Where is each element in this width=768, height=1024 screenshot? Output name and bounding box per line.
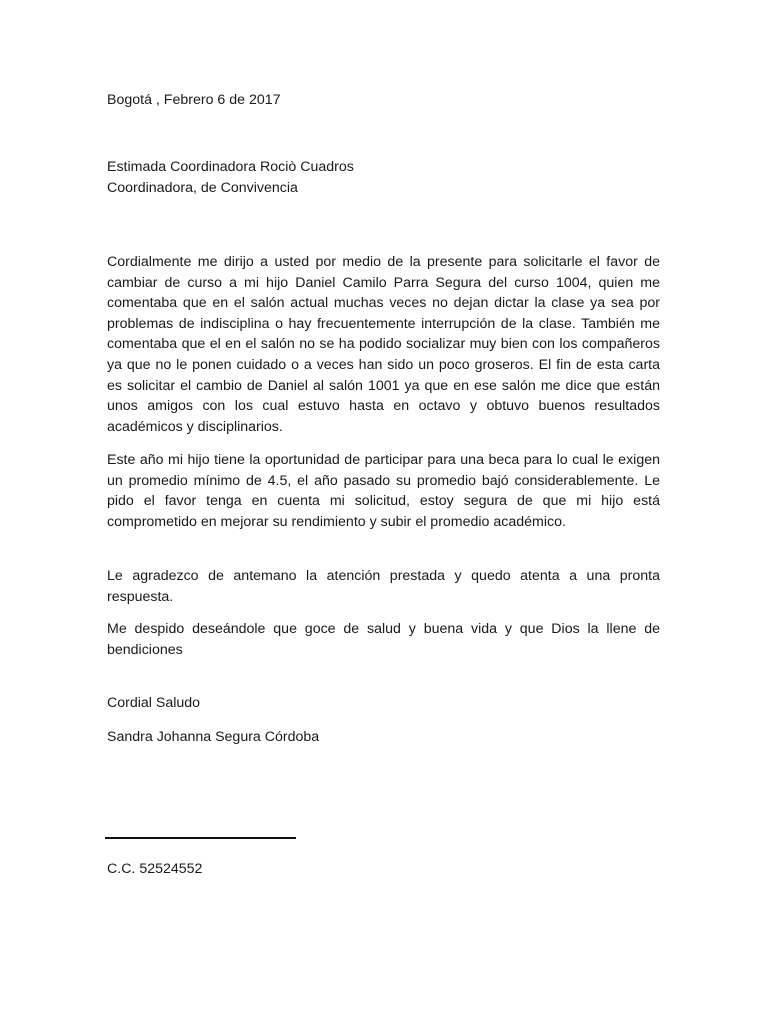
recipient-title: Coordinadora, de Convivencia	[107, 180, 298, 196]
letter-date: Bogotá , Febrero 6 de 2017	[107, 92, 281, 108]
body-paragraph-2: Este año mi hijo tiene la oportunidad de participar para una beca para lo cual le exigen un promedio mínimo de 4.5, el año pasado su promedio bajó considerablemente. Le pido el favor tenga en cuenta mi solicitud, estoy segura de que mi hijo está comprometido en mejorar su rendimiento y subir el promedio académico.	[107, 452, 660, 530]
letter-page	[107, 0, 660, 1024]
body-paragraph-4: Me despido deseándole que goce de salud y buena vida y que Dios la llene de bendiciones	[107, 621, 660, 658]
id-number: C.C. 52524552	[107, 861, 203, 877]
signer-name: Sandra Johanna Segura Córdoba	[107, 729, 320, 745]
recipient-name: Estimada Coordinadora Rociò Cuadros	[107, 159, 354, 175]
body-paragraph-3: Le agradezco de antemano la atención prestada y quedo atenta a una pronta respuesta.	[107, 568, 660, 605]
closing-salutation: Cordial Saludo	[107, 695, 201, 711]
body-paragraph-1: Cordialmente me dirijo a usted por medio de la presente para solicitarle el favor de cambiar de curso a mi hijo Daniel Camilo Parra Segura del curso 1004, quien me comentaba que en el salón actual muchas veces no dejan dictar la clase ya sea por problemas de indisciplina o hay frecuentemente interrupción de la clase. También me comentaba que el en el salón no se ha podido socializar muy bien con los compañeros ya que no le ponen cuidado o a veces han sido un poco groseros. El fin de esta carta es solicitar el cambio de Daniel al salón 1001 ya que en ese salón me dice que están unos amigos con los cual estuvo hasta en octavo y obtuvo buenos resultados académicos y disciplinarios.	[107, 254, 660, 435]
signature-line	[105, 837, 296, 839]
